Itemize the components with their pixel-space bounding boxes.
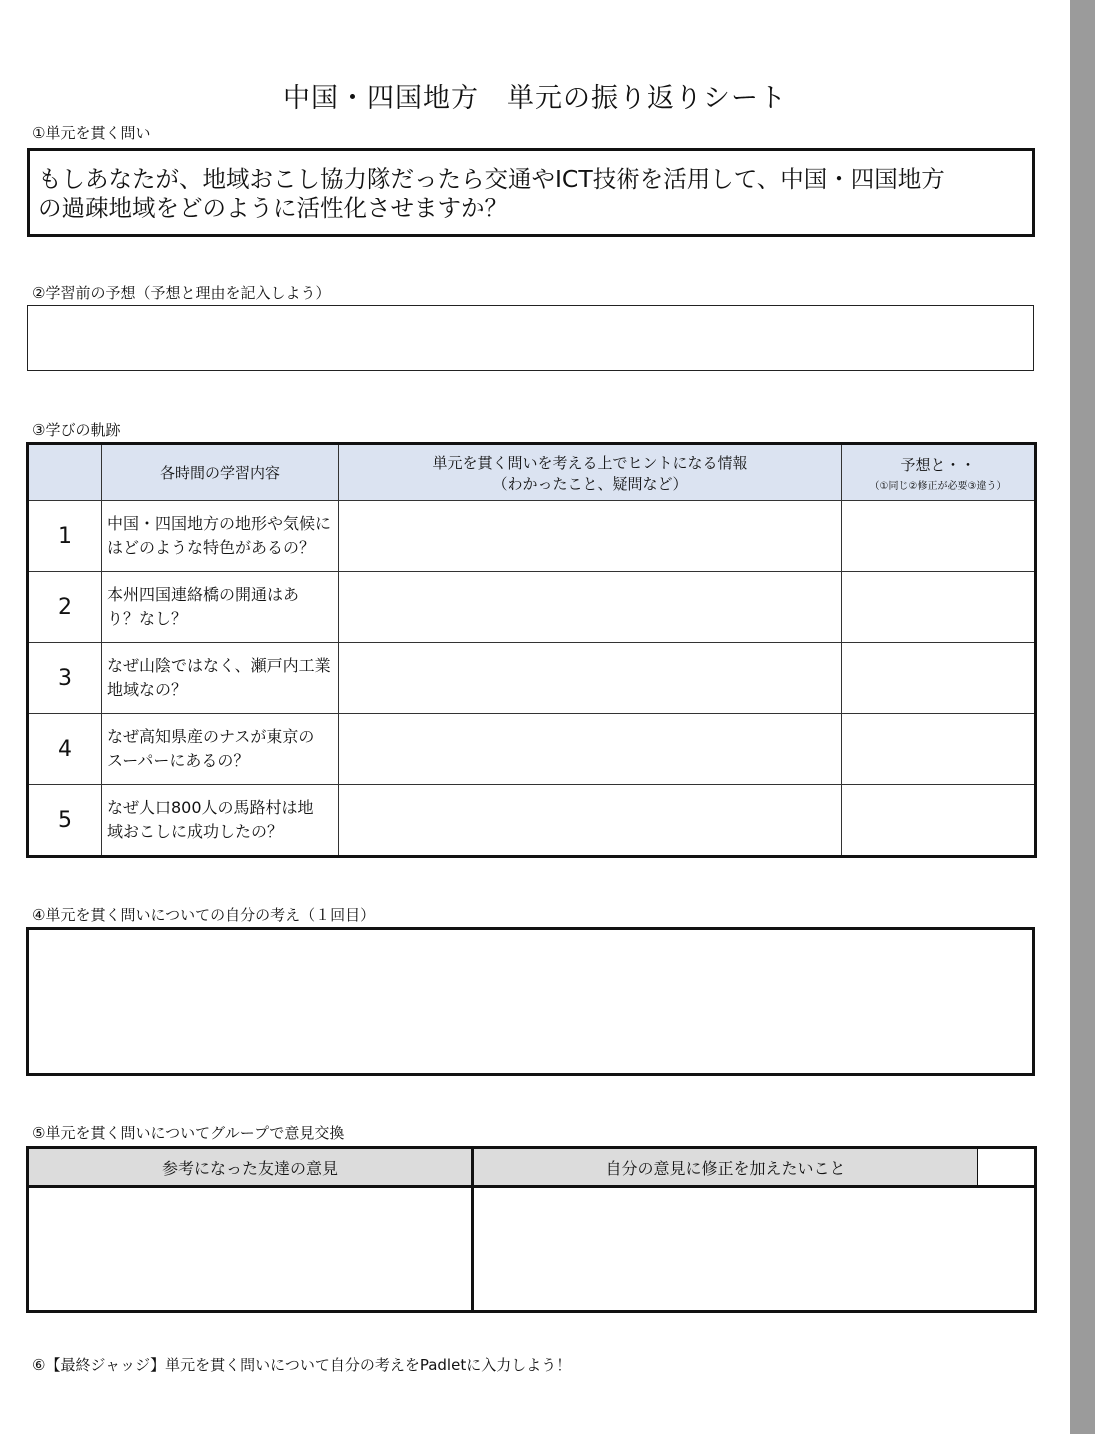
row-topic-line1: なぜ人口800人の馬路村は地 bbox=[107, 798, 314, 817]
group-body-row bbox=[28, 1187, 1036, 1312]
friends-opinions-cell[interactable] bbox=[28, 1187, 473, 1312]
row-compare-cell[interactable] bbox=[842, 572, 1036, 643]
section6-label: ⑥【最終ジャッジ】単元を貫く問いについて自分の考えをPadletに入力しよう！ bbox=[32, 1356, 572, 1374]
row-compare-cell[interactable] bbox=[842, 714, 1036, 785]
row-number: 2 bbox=[28, 572, 102, 643]
row-compare-cell[interactable] bbox=[842, 643, 1036, 714]
section1-label: ①単元を貫く問い bbox=[32, 124, 151, 142]
row-topic-line1: 中国・四国地方の地形や気候に bbox=[107, 514, 332, 533]
row-topic bbox=[102, 714, 339, 785]
row-topic-line1: なぜ高知県産のナスが東京の bbox=[107, 727, 315, 746]
table-row bbox=[28, 643, 1036, 714]
header-info-line2: （わかったこと、疑問など） bbox=[492, 474, 688, 493]
section4-label: ④単元を貫く問いについての自分の考え（１回目） bbox=[32, 906, 376, 924]
header-friends-opinions: 参考になった友達の意見 bbox=[28, 1148, 473, 1187]
header-number bbox=[28, 444, 102, 501]
row-topic-line2: 地域なの？ bbox=[107, 680, 188, 699]
group-header-row bbox=[28, 1148, 1036, 1187]
header-info bbox=[339, 444, 842, 501]
unit-question-text bbox=[38, 165, 1028, 223]
revisions-cell[interactable] bbox=[473, 1187, 1036, 1312]
row-topic-line1: 本州四国連絡橋の開通はあ bbox=[107, 585, 300, 604]
header-content: 各時間の学習内容 bbox=[102, 444, 339, 501]
prediction-input-box[interactable] bbox=[27, 305, 1034, 371]
row-topic-line2: 域おこしに成功したの？ bbox=[107, 822, 284, 841]
learning-track-table bbox=[26, 442, 1037, 858]
table-row bbox=[28, 785, 1036, 857]
page-title: 中国・四国地方 単元の振り返りシート bbox=[283, 83, 787, 114]
group-exchange-table bbox=[26, 1146, 1037, 1313]
header-compare-label: 予想と・・ bbox=[900, 455, 976, 474]
header-compare bbox=[842, 444, 1036, 501]
table-row bbox=[28, 714, 1036, 785]
row-info-cell[interactable] bbox=[339, 572, 842, 643]
row-topic bbox=[102, 785, 339, 857]
table-row bbox=[28, 572, 1036, 643]
row-topic-line1: なぜ山陰ではなく、瀬戸内工業 bbox=[107, 656, 331, 675]
row-topic-line2: スーパーにあるの？ bbox=[107, 751, 250, 770]
row-topic-line2: はどのような特色があるの？ bbox=[107, 538, 316, 557]
row-info-cell[interactable] bbox=[339, 643, 842, 714]
unit-question-line1: もしあなたが、地域おこし協力隊だったら交通やICT技術を活用して、中国・四国地方 bbox=[38, 165, 945, 193]
header-revisions: 自分の意見に修正を加えたいこと bbox=[473, 1148, 978, 1187]
row-number: 4 bbox=[28, 714, 102, 785]
row-info-cell[interactable] bbox=[339, 501, 842, 572]
row-topic bbox=[102, 643, 339, 714]
unit-question-line2: の過疎地域をどのように活性化させますか？ bbox=[38, 194, 508, 222]
row-topic bbox=[102, 501, 339, 572]
section5-label: ⑤単元を貫く問いについてグループで意見交換 bbox=[32, 1124, 345, 1142]
row-compare-cell[interactable] bbox=[842, 785, 1036, 857]
unit-question-box bbox=[27, 148, 1035, 237]
row-info-cell[interactable] bbox=[339, 714, 842, 785]
row-number: 5 bbox=[28, 785, 102, 857]
row-info-cell[interactable] bbox=[339, 785, 842, 857]
own-thoughts-input-box[interactable] bbox=[26, 927, 1035, 1076]
table-row bbox=[28, 501, 1036, 572]
header-info-line1: 単元を貫く問いを考える上でヒントになる情報 bbox=[432, 453, 748, 472]
header-blank bbox=[978, 1148, 1036, 1187]
table-header-row bbox=[28, 444, 1036, 501]
row-number: 3 bbox=[28, 643, 102, 714]
row-number: 1 bbox=[28, 501, 102, 572]
section3-label: ③学びの軌跡 bbox=[32, 421, 121, 439]
section2-label: ②学習前の予想（予想と理由を記入しよう） bbox=[32, 284, 331, 302]
scrollbar[interactable] bbox=[1070, 0, 1095, 1434]
row-compare-cell[interactable] bbox=[842, 501, 1036, 572]
row-topic-line2: り？なし？ bbox=[107, 609, 188, 628]
row-topic bbox=[102, 572, 339, 643]
header-compare-note: （①同じ②修正が必要③違う） bbox=[869, 480, 1007, 492]
